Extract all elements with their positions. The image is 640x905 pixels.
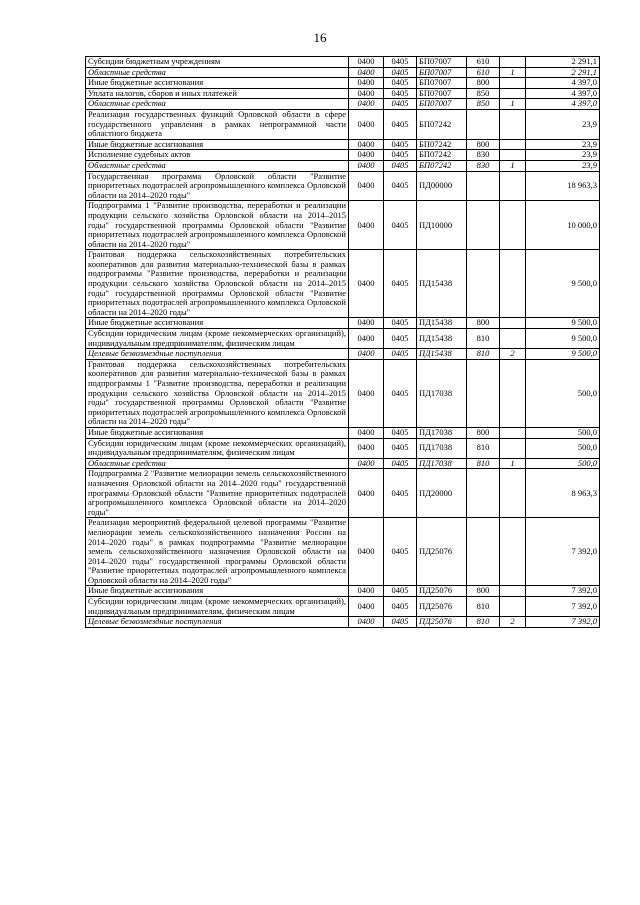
subsection-code-cell: 0405 (384, 150, 417, 161)
amount-cell: 23,9 (526, 139, 600, 150)
funding-source-code-cell (500, 586, 526, 597)
section-code-cell: 0400 (349, 160, 384, 171)
budget-table-body (86, 57, 600, 628)
subsection-code-cell: 0405 (384, 160, 417, 171)
subsection-code-cell: 0405 (384, 99, 417, 110)
amount-cell: 4 397,0 (526, 88, 600, 99)
table-row (86, 329, 600, 349)
subsection-code-cell: 0405 (384, 139, 417, 150)
expense-type-code-cell: 850 (467, 99, 500, 110)
target-item-code-cell: ПД20000 (417, 469, 467, 518)
target-item-code-cell: ПД17038 (417, 438, 467, 458)
target-item-code-cell: ПД17038 (417, 427, 467, 438)
table-row (86, 109, 600, 139)
table-row (86, 318, 600, 329)
amount-cell: 9 500,0 (526, 349, 600, 360)
section-code-cell: 0400 (349, 438, 384, 458)
subsection-code-cell: 0405 (384, 57, 417, 68)
subsection-code-cell: 0405 (384, 318, 417, 329)
target-item-code-cell: ПД15438 (417, 250, 467, 318)
amount-cell: 23,9 (526, 150, 600, 161)
expense-type-code-cell: 810 (467, 617, 500, 628)
section-code-cell: 0400 (349, 329, 384, 349)
subsection-code-cell: 0405 (384, 586, 417, 597)
funding-source-code-cell (500, 318, 526, 329)
amount-cell: 2 291,1 (526, 57, 600, 68)
section-code-cell: 0400 (349, 150, 384, 161)
row-name-cell: Областные средства (86, 160, 349, 171)
row-name-cell: Подпрограмма 2 "Развитие мелиорации земель сельскохозяйственного назначения Орловской области на 2014–2020 годы" государственной программы Орловской области "Развитие приоритетных подотраслей агропромышленного комплекса Орловской области на 2014–2020 годы" (86, 469, 349, 518)
row-name-cell: Субсидии юридическим лицам (кроме некоммерческих организаций), индивидуальным предпринимателям, физическим лицам (86, 329, 349, 349)
section-code-cell: 0400 (349, 67, 384, 78)
expense-type-code-cell: 830 (467, 160, 500, 171)
section-code-cell: 0400 (349, 359, 384, 427)
target-item-code-cell: ПД25076 (417, 586, 467, 597)
table-row (86, 171, 600, 201)
section-code-cell: 0400 (349, 250, 384, 318)
funding-source-code-cell (500, 78, 526, 89)
expense-type-code-cell: 810 (467, 597, 500, 617)
expense-type-code-cell (467, 250, 500, 318)
target-item-code-cell: ПД15438 (417, 329, 467, 349)
row-name-cell: Областные средства (86, 458, 349, 469)
row-name-cell: Грантовая поддержка сельскохозяйственных потребительских кооперативов для развития материально-технической базы в рамках подпрограммы 1 "Развитие производства, переработки и реализации продукции сельского хозяйства Орловской области на 2014–2015 годы" государственной программы Орловской области "Развитие приоритетных подотраслей агропромышленного комплекса Орловской области на 2014–2020 годы" (86, 359, 349, 427)
row-name-cell: Иные бюджетные ассигнования (86, 318, 349, 329)
row-name-cell: Субсидии юридическим лицам (кроме некоммерческих организаций), индивидуальным предпринимателям, физическим лицам (86, 597, 349, 617)
funding-source-code-cell (500, 150, 526, 161)
table-row (86, 586, 600, 597)
amount-cell: 7 392,0 (526, 617, 600, 628)
expense-type-code-cell: 610 (467, 57, 500, 68)
row-name-cell: Иные бюджетные ассигнования (86, 139, 349, 150)
subsection-code-cell: 0405 (384, 427, 417, 438)
expense-type-code-cell (467, 359, 500, 427)
subsection-code-cell: 0405 (384, 109, 417, 139)
subsection-code-cell: 0405 (384, 250, 417, 318)
row-name-cell: Субсидии юридическим лицам (кроме некоммерческих организаций), индивидуальным предпринимателям, физическим лицам (86, 438, 349, 458)
expense-type-code-cell: 610 (467, 67, 500, 78)
row-name-cell: Субсидии бюджетным учреждениям (86, 57, 349, 68)
row-name-cell: Реализация мероприятий федеральной целевой программы "Развитие мелиорации земель сельскохозяйственного назначения России на 2014–2020 годы" в рамках подпрограммы "Развитие мелиорации земель сельскохозяйственного назначения Орловской области на 2014–2020 годы" государственной программы Орловской области "Развитие приоритетных подотраслей агропромышленного комплекса Орловской области на 2014–2020 годы" (86, 518, 349, 586)
subsection-code-cell: 0405 (384, 518, 417, 586)
amount-cell: 2 291,1 (526, 67, 600, 78)
expense-type-code-cell: 810 (467, 438, 500, 458)
section-code-cell: 0400 (349, 318, 384, 329)
row-name-cell: Иные бюджетные ассигнования (86, 427, 349, 438)
section-code-cell: 0400 (349, 617, 384, 628)
section-code-cell: 0400 (349, 469, 384, 518)
table-row (86, 617, 600, 628)
target-item-code-cell: ПД10000 (417, 201, 467, 250)
target-item-code-cell: БП07007 (417, 78, 467, 89)
amount-cell: 23,9 (526, 109, 600, 139)
table-row (86, 139, 600, 150)
table-row (86, 597, 600, 617)
section-code-cell: 0400 (349, 57, 384, 68)
funding-source-code-cell (500, 597, 526, 617)
funding-source-code-cell (500, 329, 526, 349)
table-row (86, 78, 600, 89)
expense-type-code-cell: 850 (467, 88, 500, 99)
page-number: 16 (313, 30, 327, 45)
table-row (86, 150, 600, 161)
amount-cell: 18 963,3 (526, 171, 600, 201)
expense-type-code-cell: 800 (467, 586, 500, 597)
amount-cell: 4 397,0 (526, 78, 600, 89)
table-row (86, 518, 600, 586)
target-item-code-cell: ПД25076 (417, 597, 467, 617)
amount-cell: 8 963,3 (526, 469, 600, 518)
subsection-code-cell: 0405 (384, 78, 417, 89)
subsection-code-cell: 0405 (384, 88, 417, 99)
funding-source-code-cell: 1 (500, 160, 526, 171)
section-code-cell: 0400 (349, 349, 384, 360)
funding-source-code-cell (500, 139, 526, 150)
table-row (86, 201, 600, 250)
table-row (86, 458, 600, 469)
amount-cell: 500,0 (526, 458, 600, 469)
section-code-cell: 0400 (349, 109, 384, 139)
subsection-code-cell: 0405 (384, 359, 417, 427)
amount-cell: 500,0 (526, 359, 600, 427)
amount-cell: 500,0 (526, 438, 600, 458)
table-row (86, 67, 600, 78)
funding-source-code-cell: 2 (500, 349, 526, 360)
target-item-code-cell: БП07242 (417, 139, 467, 150)
section-code-cell: 0400 (349, 586, 384, 597)
amount-cell: 9 500,0 (526, 318, 600, 329)
amount-cell: 7 392,0 (526, 597, 600, 617)
funding-source-code-cell (500, 469, 526, 518)
funding-source-code-cell (500, 427, 526, 438)
subsection-code-cell: 0405 (384, 458, 417, 469)
expense-type-code-cell (467, 201, 500, 250)
section-code-cell: 0400 (349, 139, 384, 150)
subsection-code-cell: 0405 (384, 67, 417, 78)
funding-source-code-cell (500, 518, 526, 586)
table-row (86, 88, 600, 99)
table-row (86, 160, 600, 171)
expense-type-code-cell: 830 (467, 150, 500, 161)
table-row (86, 99, 600, 110)
funding-source-code-cell (500, 201, 526, 250)
subsection-code-cell: 0405 (384, 617, 417, 628)
target-item-code-cell: ПД15438 (417, 349, 467, 360)
row-name-cell: Иные бюджетные ассигнования (86, 586, 349, 597)
section-code-cell: 0400 (349, 88, 384, 99)
amount-cell: 4 397,0 (526, 99, 600, 110)
section-code-cell: 0400 (349, 78, 384, 89)
amount-cell: 10 000,0 (526, 201, 600, 250)
subsection-code-cell: 0405 (384, 329, 417, 349)
section-code-cell: 0400 (349, 597, 384, 617)
expense-type-code-cell (467, 109, 500, 139)
funding-source-code-cell (500, 171, 526, 201)
target-item-code-cell: БП07242 (417, 160, 467, 171)
expense-type-code-cell (467, 469, 500, 518)
expense-type-code-cell: 810 (467, 349, 500, 360)
funding-source-code-cell (500, 250, 526, 318)
target-item-code-cell: ПД15438 (417, 318, 467, 329)
subsection-code-cell: 0405 (384, 201, 417, 250)
expense-type-code-cell: 800 (467, 78, 500, 89)
expense-type-code-cell: 800 (467, 318, 500, 329)
expense-type-code-cell: 800 (467, 139, 500, 150)
row-name-cell: Грантовая поддержка сельскохозяйственных потребительских кооперативов для развития материально-технической базы в рамках подпрограммы "Развитие производства, переработки и реализации продукции сельского хозяйства Орловской области на 2014–2015 годы" государственной программы Орловской области "Развитие приоритетных подотраслей агропромышленного комплекса Орловской области на 2014–2020 годы" (86, 250, 349, 318)
row-name-cell: Исполнение судебных актов (86, 150, 349, 161)
amount-cell: 9 500,0 (526, 250, 600, 318)
table-row (86, 469, 600, 518)
amount-cell: 23,9 (526, 160, 600, 171)
row-name-cell: Областные средства (86, 99, 349, 110)
target-item-code-cell: БП07242 (417, 150, 467, 161)
target-item-code-cell: БП07007 (417, 88, 467, 99)
target-item-code-cell: БП07007 (417, 67, 467, 78)
target-item-code-cell: ПД17038 (417, 359, 467, 427)
target-item-code-cell: БП07007 (417, 57, 467, 68)
section-code-cell: 0400 (349, 427, 384, 438)
amount-cell: 7 392,0 (526, 586, 600, 597)
expense-type-code-cell: 810 (467, 458, 500, 469)
subsection-code-cell: 0405 (384, 438, 417, 458)
section-code-cell: 0400 (349, 518, 384, 586)
section-code-cell: 0400 (349, 458, 384, 469)
funding-source-code-cell: 1 (500, 67, 526, 78)
table-row (86, 438, 600, 458)
expense-type-code-cell: 800 (467, 427, 500, 438)
subsection-code-cell: 0405 (384, 171, 417, 201)
subsection-code-cell: 0405 (384, 469, 417, 518)
funding-source-code-cell (500, 88, 526, 99)
table-row (86, 349, 600, 360)
target-item-code-cell: ПД25076 (417, 518, 467, 586)
table-row (86, 427, 600, 438)
amount-cell: 9 500,0 (526, 329, 600, 349)
row-name-cell: Уплата налогов, сборов и иных платежей (86, 88, 349, 99)
target-item-code-cell: ПД17038 (417, 458, 467, 469)
amount-cell: 7 392,0 (526, 518, 600, 586)
table-row (86, 359, 600, 427)
table-row (86, 57, 600, 68)
target-item-code-cell: ПД00000 (417, 171, 467, 201)
funding-source-code-cell (500, 359, 526, 427)
funding-source-code-cell: 1 (500, 458, 526, 469)
target-item-code-cell: ПД25076 (417, 617, 467, 628)
amount-cell: 500,0 (526, 427, 600, 438)
section-code-cell: 0400 (349, 171, 384, 201)
subsection-code-cell: 0405 (384, 597, 417, 617)
expense-type-code-cell (467, 171, 500, 201)
budget-table (85, 56, 600, 628)
row-name-cell: Государственная программа Орловской области "Развитие приоритетных подотраслей агропромышленного комплекса Орловской области на 2014–2020 годы" (86, 171, 349, 201)
funding-source-code-cell (500, 57, 526, 68)
row-name-cell: Целевые безвозмездные поступления (86, 349, 349, 360)
row-name-cell: Целевые безвозмездные поступления (86, 617, 349, 628)
funding-source-code-cell (500, 438, 526, 458)
expense-type-code-cell: 810 (467, 329, 500, 349)
funding-source-code-cell: 2 (500, 617, 526, 628)
target-item-code-cell: БП07007 (417, 99, 467, 110)
row-name-cell: Областные средства (86, 67, 349, 78)
funding-source-code-cell (500, 109, 526, 139)
table-row (86, 250, 600, 318)
row-name-cell: Иные бюджетные ассигнования (86, 78, 349, 89)
row-name-cell: Реализация государственных функций Орловской области в сфере государственного управления в рамках непрограммной части областного бюджета (86, 109, 349, 139)
row-name-cell: Подпрограмма 1 "Развитие производства, переработки и реализации продукции сельского хозяйства Орловской области на 2014–2015 годы" государственной программы Орловской области "Развитие приоритетных подотраслей агропромышленного комплекса Орловской области на 2014–2020 годы" (86, 201, 349, 250)
section-code-cell: 0400 (349, 99, 384, 110)
target-item-code-cell: БП07242 (417, 109, 467, 139)
section-code-cell: 0400 (349, 201, 384, 250)
subsection-code-cell: 0405 (384, 349, 417, 360)
funding-source-code-cell: 1 (500, 99, 526, 110)
expense-type-code-cell (467, 518, 500, 586)
